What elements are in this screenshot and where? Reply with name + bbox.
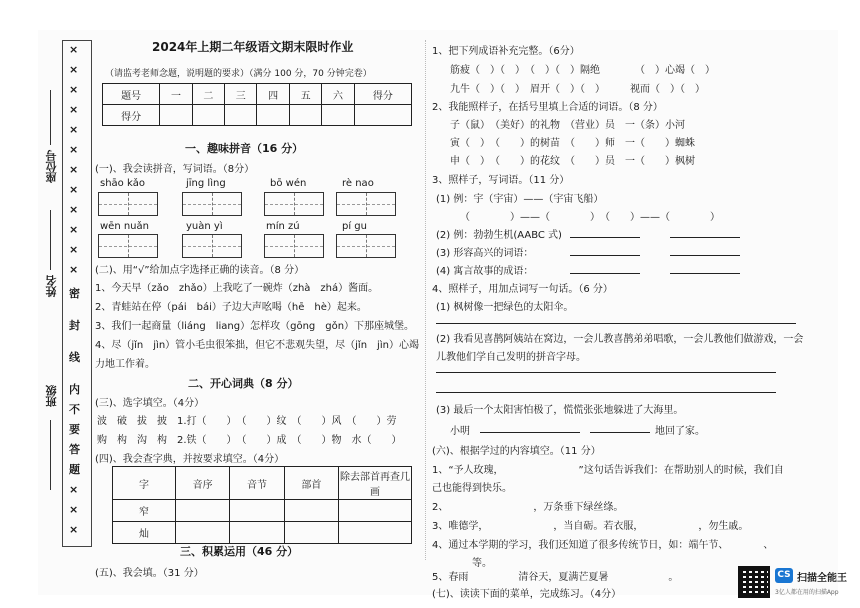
- writing-box[interactable]: [182, 192, 242, 216]
- answer-line[interactable]: [590, 432, 650, 433]
- right-q6-3: 3、唯德学， ，当自砺。若衣服， ，勿生戚。: [432, 521, 749, 532]
- seal-char: 封: [69, 319, 80, 332]
- x-mark: ×: [69, 83, 79, 96]
- column-divider: [425, 40, 426, 560]
- question-3-row: 波 破 拔 披 1.打（ ） （ ）纹 （ ）风 （ ）劳: [97, 416, 397, 427]
- seal-char: 不: [69, 403, 80, 416]
- pinyin-label: mín zú: [266, 221, 300, 232]
- right-q3-4: (4) 寓言故事的成语：: [436, 266, 534, 277]
- pinyin-label: yuàn yì: [186, 221, 223, 232]
- table-cell: 三: [225, 84, 257, 105]
- qr-code: [738, 566, 770, 598]
- question-2: (二)、用“√”给加点字选择正确的读音。（8 分）: [95, 265, 305, 276]
- seal-char: 线: [69, 351, 80, 364]
- x-mark: ×: [69, 123, 79, 136]
- x-mark: ×: [69, 263, 79, 276]
- table-cell[interactable]: [322, 105, 354, 126]
- section-2-title: 二、开心词典（8 分）: [188, 377, 299, 390]
- section-3-title: 三、积累运用（46 分）: [180, 545, 299, 558]
- app-name: 扫描全能王: [797, 573, 847, 584]
- table-cell: 六: [322, 84, 354, 105]
- answer-line[interactable]: [670, 237, 740, 238]
- table-cell[interactable]: [230, 500, 284, 522]
- right-q2: 2、我能照样子，在括号里填上合适的词语。（8 分）: [432, 102, 663, 113]
- writing-box[interactable]: [98, 192, 158, 216]
- class-line: [50, 420, 51, 490]
- right-q3: 3、照样子，写词语。（11 分）: [432, 175, 570, 186]
- right-q1-line: 筋疲（ ）（ ） （ ）（ ）隔绝 （ ）心竭（ ）: [450, 65, 715, 76]
- right-q6: (六)、根据学过的内容填空。（11 分）: [432, 446, 601, 457]
- binding-strip: [62, 40, 92, 547]
- right-q6-2: 2、 ，万条垂下绿丝绦。: [432, 502, 624, 513]
- answer-line[interactable]: [436, 372, 776, 373]
- question-2-item: 3、我们一起商量（liáng liang）怎样攻（gōng gǒn）下那座城堡。: [95, 321, 415, 332]
- seal-char: 密: [69, 287, 80, 300]
- x-mark: ×: [69, 223, 79, 236]
- right-q3-1: (1) 例：宇（宇宙）——（宇宙飞船）: [436, 194, 604, 205]
- table-cell[interactable]: [339, 500, 412, 522]
- answer-line[interactable]: [480, 432, 580, 433]
- camscanner-logo: CS: [775, 568, 793, 583]
- table-cell: 得分: [103, 105, 160, 126]
- right-q6-5: 5、春雨 清谷天，夏满芒夏暑 。: [432, 572, 679, 583]
- table-row: [103, 84, 412, 105]
- right-q7: (七)、读读下面的菜单，完成练习。（4分）: [432, 589, 622, 600]
- x-mark: ×: [69, 203, 79, 216]
- table-cell[interactable]: [289, 105, 321, 126]
- right-q4-3-start: 小明: [450, 426, 470, 437]
- table-row: [113, 500, 412, 522]
- app-tagline: 3亿人都在用的扫描App: [775, 589, 839, 596]
- right-q3-2: (2) 例：勃勃生机(AABC 式): [436, 230, 562, 241]
- table-cell[interactable]: [176, 500, 230, 522]
- x-mark: ×: [69, 43, 79, 56]
- seat-label: 座位号: [45, 150, 58, 183]
- question-2-item: 力地工作着。: [95, 359, 155, 370]
- table-cell: 一: [160, 84, 192, 105]
- pinyin-label: shāo kǎo: [100, 178, 146, 189]
- right-q4-3-end: 地回了家。: [655, 426, 705, 437]
- class-label: 班级: [45, 385, 58, 407]
- right-q2-line: 寅（ ） （ ）的树苗 （ ）师 一（ ）蜘蛛: [450, 138, 695, 149]
- table-cell: 二: [192, 84, 224, 105]
- table-cell[interactable]: [192, 105, 224, 126]
- question-2-item: 1、今天早（zǎo zhǎo）上我吃了一碗炸（zhà zhá）酱面。: [95, 283, 379, 294]
- name-line: [50, 210, 51, 270]
- x-mark: ×: [69, 163, 79, 176]
- page-title: 2024年上期二年级语文期末限时作业: [152, 40, 354, 54]
- x-mark: ×: [69, 523, 79, 536]
- question-2-item: 4、尽（jǐn jìn）管小毛虫很笨拙，但它不悲观失望，尽（jǐn jìn）心竭: [95, 340, 419, 351]
- right-q4-2: (2) 我看见喜鹊阿姨站在窝边，一会儿教喜鹊弟弟唱歌，一会儿教他们做游戏，一会: [436, 334, 804, 345]
- table-cell[interactable]: [284, 522, 338, 544]
- table-cell: 四: [257, 84, 289, 105]
- dictionary-table: [112, 466, 412, 544]
- seal-char: 要: [69, 423, 80, 436]
- writing-box[interactable]: [264, 192, 324, 216]
- writing-box[interactable]: [336, 234, 396, 258]
- x-mark: ×: [69, 243, 79, 256]
- table-cell: 部首: [284, 467, 338, 500]
- table-cell: 题号: [103, 84, 160, 105]
- table-row: [113, 467, 412, 500]
- table-cell[interactable]: [230, 522, 284, 544]
- table-cell[interactable]: [284, 500, 338, 522]
- pinyin-label: pí gu: [342, 221, 367, 232]
- x-mark: ×: [69, 63, 79, 76]
- x-mark: ×: [69, 503, 79, 516]
- writing-box[interactable]: [264, 234, 324, 258]
- right-q2-line: 申（ ） （ ）的花纹 （ ）员 一（ ）枫树: [450, 156, 695, 167]
- table-cell: 灿: [113, 522, 176, 544]
- question-3-row: 购 构 沟 构 2.铁（ ） （ ）成 （ ）物 水（ ）: [97, 435, 402, 446]
- x-mark: ×: [69, 483, 79, 496]
- answer-line[interactable]: [670, 273, 740, 274]
- question-1: (一)、我会读拼音，写词语。（8分）: [95, 164, 255, 175]
- seat-line: [50, 90, 51, 145]
- pinyin-label: bō wén: [270, 178, 307, 189]
- right-q4-2: 儿教他们学自己发明的拼音字母。: [436, 352, 586, 363]
- table-cell: 音节: [230, 467, 284, 500]
- score-table: [102, 83, 412, 126]
- question-2-item: 2、青蛙站在停（pái bái）子边大声吆喝（hē hè）起来。: [95, 302, 367, 313]
- right-q6-1: 1、“予人玫瑰， ”这句话告诉我们：在帮助别人的时候，我们自: [432, 465, 784, 476]
- answer-line[interactable]: [570, 255, 640, 256]
- exam-note: （请监考老师念题，说明题的要求）（满分 100 分，70 分钟完卷）: [105, 69, 372, 79]
- right-q4-3: (3) 最后一个太阳害怕极了，慌慌张张地躲进了大海里。: [436, 405, 684, 416]
- table-cell[interactable]: [160, 105, 192, 126]
- right-q1-line: 九牛（ ）（ ） 眉开（ ）（ ） 视而（ ）（ ）: [450, 84, 705, 95]
- right-q6-4b: 等。: [432, 558, 492, 569]
- writing-box[interactable]: [336, 192, 396, 216]
- right-q1: 1、把下列成语补充完整。（6分）: [432, 46, 580, 57]
- x-mark: ×: [69, 143, 79, 156]
- table-cell: 音序: [176, 467, 230, 500]
- seal-char: 答: [69, 443, 80, 456]
- table-cell[interactable]: [354, 105, 411, 126]
- name-label: 姓名: [45, 275, 58, 297]
- table-cell: 窄: [113, 500, 176, 522]
- table-cell: 除去部首再查几画: [339, 467, 412, 500]
- table-cell[interactable]: [339, 522, 412, 544]
- seal-char: 内: [69, 383, 80, 396]
- table-cell[interactable]: [257, 105, 289, 126]
- pinyin-label: wēn nuǎn: [100, 221, 149, 232]
- right-q2-line: 子（鼠） （美好）的礼物 （营业）员 一（条）小河: [450, 120, 685, 131]
- table-cell[interactable]: [176, 522, 230, 544]
- pinyin-label: jīng lìng: [186, 178, 226, 189]
- table-row: [113, 522, 412, 544]
- answer-line[interactable]: [436, 323, 796, 324]
- table-cell: 得分: [354, 84, 411, 105]
- right-q3-3: (3) 形容高兴的词语：: [436, 248, 534, 259]
- table-cell: 五: [289, 84, 321, 105]
- right-q4: 4、照样子，用加点词写一句话。（6 分）: [432, 284, 613, 295]
- table-cell: 字: [113, 467, 176, 500]
- pinyin-label: rè nao: [342, 178, 374, 189]
- x-mark: ×: [69, 183, 79, 196]
- answer-line[interactable]: [570, 273, 640, 274]
- question-4: (四)、我会查字典，并按要求填空。（4分）: [95, 454, 285, 465]
- writing-box[interactable]: [182, 234, 242, 258]
- section-1-title: 一、趣味拼音（16 分）: [185, 142, 304, 155]
- x-mark: ×: [69, 103, 79, 116]
- right-q4-1: (1) 枫树像一把绿色的太阳伞。: [436, 302, 574, 313]
- answer-line[interactable]: [670, 255, 740, 256]
- right-q6-1b: 己也能得到快乐。: [432, 483, 512, 494]
- question-3: (三)、选字填空。（4分）: [95, 398, 205, 409]
- table-row: [103, 105, 412, 126]
- seal-char: 题: [69, 463, 80, 476]
- question-5: (五)、我会填。（31 分）: [95, 568, 204, 579]
- right-q6-4: 4、通过本学期的学习，我们还知道了很多传统节日，如：端午节、 、: [432, 540, 774, 551]
- answer-line[interactable]: [570, 237, 640, 238]
- blanks-row: （ ）——（ ） （ ）——（ ）: [460, 212, 720, 223]
- table-cell[interactable]: [225, 105, 257, 126]
- answer-line[interactable]: [436, 392, 776, 393]
- writing-box[interactable]: [98, 234, 158, 258]
